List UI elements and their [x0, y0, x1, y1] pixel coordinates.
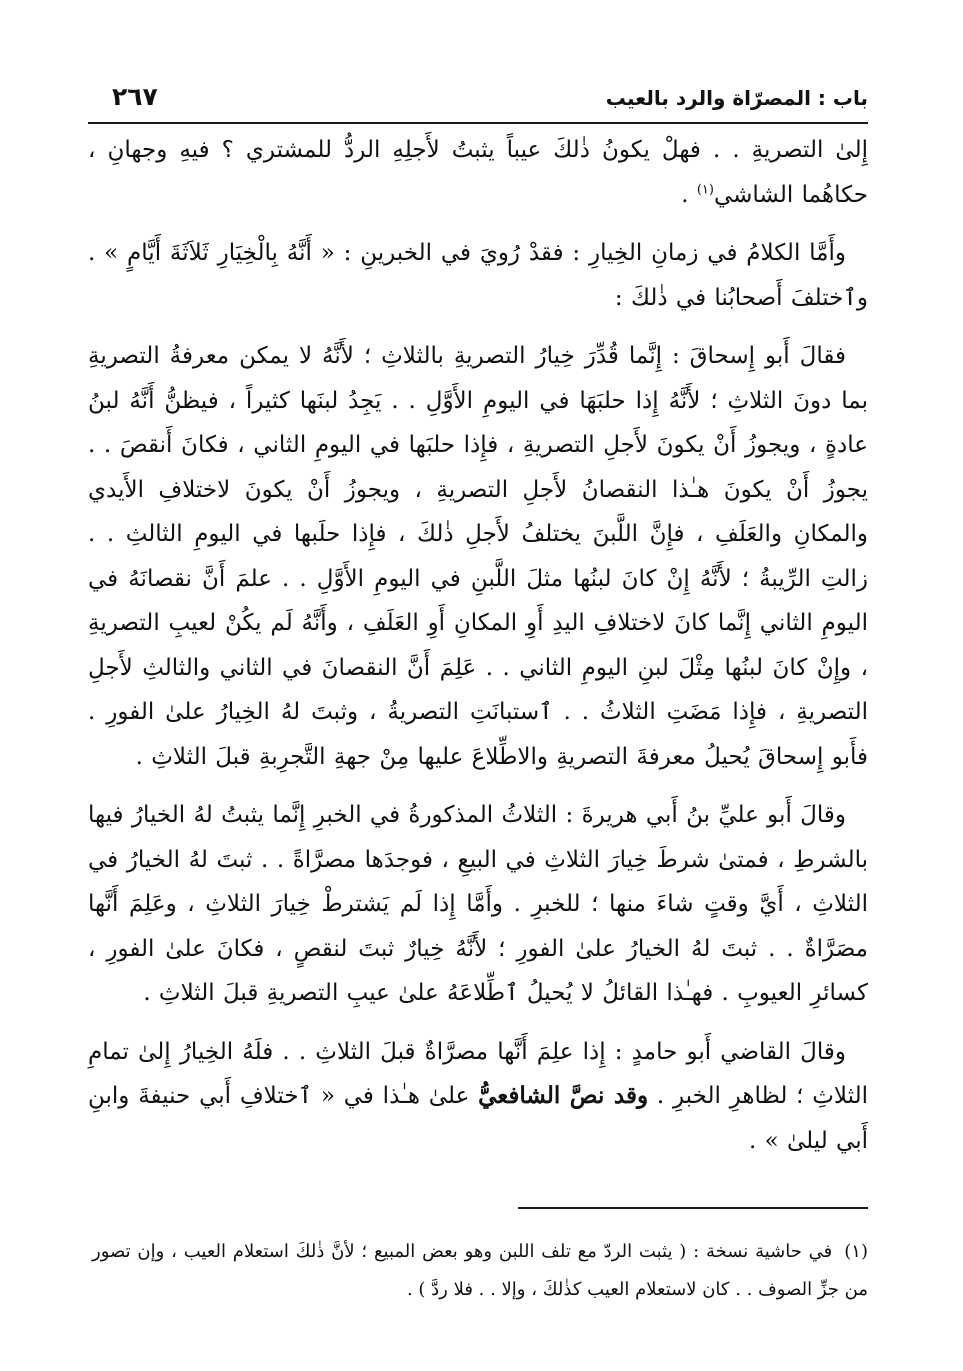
- paragraph-3-text: فقالَ أَبو إِسحاقَ : إِنَّما قُدِّرَ خِيارُ التصريةِ بالثلاثِ ؛ لأَنَّهُ لا يمكن معرفةُ التصريةِ بما دونَ الثلاثِ ؛ لأَنَّهُ إِذا حلبَهَا في اليومِ الأَوَّلِ . . يَجِدُ لبنَها كثيراً ، فيظنُّ أَنَّهُ لبنُ عادةٍ ، ويجوزُ أَنْ يكونَ لأَجلِ التصريةِ ، فإِذا حلبَها في اليومِ الثاني ، فكانَ أَنقصَ . . يجوزُ أَنْ يكونَ هـٰذا النقصانُ لأَجلِ التصريةِ ، ويجوزُ أَنْ يكونَ لاختلافِ الأَيدي والمكانِ والعَلَفِ ، فإِنَّ اللَّبنَ يختلفُ لأَجلِ ذٰلكَ ، فإِذا حلَبها في اليومِ الثالثِ . . زالتِ الرِّيبةُ ؛ لأَنَّهُ إِنْ كانَ لبنُها مثلَ اللَّبنِ في اليومِ الأَوَّلِ . . علمَ أَنَّ نقصانَهُ في اليومِ الثاني إِنَّما كانَ لاختلافِ اليدِ أَوِ المكانِ أَوِ العَلَفِ ، وأَنَّهُ لَم يكُنْ لعيبِ التصريةِ ، وإِنْ كانَ لبنُها مِثْلَ لبنِ اليومِ الثاني . . عَلِمَ أَنَّ النقصانَ في الثاني والثالثِ لأَجلِ التصريةِ ، فإِذا مَضَتِ الثلاثُ . . ٱستبانَتِ التصريةُ ، وثبتَ لهُ الخِيارُ علىٰ الفورِ . فأَبو إِسحاقَ يُحيلُ معرفةَ التصريةِ والاطِّلاعَ عليها مِنْ جهةِ التَّجرِبةِ قبلَ الثلاثِ .: [88, 343, 868, 770]
- footnote-reference: (١): [696, 181, 714, 197]
- paragraph-5-bold-phrase: وقد نصَّ الشافعيُّ: [478, 1082, 649, 1109]
- chapter-title: باب : المصرّاة والرد بالعيب: [605, 86, 868, 110]
- paragraph-1-end: .: [681, 181, 697, 208]
- paragraph-3: [88, 334, 868, 779]
- paragraph-2: [88, 231, 868, 320]
- paragraph-4: [88, 793, 868, 1016]
- footnote-number: (١): [844, 1241, 868, 1262]
- footnote: [92, 1233, 868, 1309]
- main-text: [88, 128, 868, 1177]
- paragraph-2-text: وأَمَّا الكلامُ في زمانِ الخِيارِ : فقدْ رُويَ في الخبرينِ : « أَنَّهُ بِالْخِيَارِ ثَلاَثَةَ أَيَّامٍ » . وٱختلفَ أَصحابُنا في ذٰلكَ :: [88, 240, 868, 311]
- footnote-separator: [518, 1207, 868, 1209]
- paragraph-5: [88, 1030, 868, 1164]
- running-header: [88, 82, 868, 124]
- paragraph-1-text: إِلىٰ التصريةِ . . فهلْ يكونُ ذٰلكَ عيباً يثبتُ لأَجلِهِ الردُّ للمشتري ؟ فيهِ وجهانِ ، حكاهُما الشاشي: [88, 137, 868, 208]
- paragraph-5-end: علىٰ هـٰذا في « ٱختلافِ أَبي حنيفةَ وابنِ أَبي ليلىٰ » .: [88, 1083, 868, 1154]
- paragraph-5-text: وقالَ القاضي أَبو حامدٍ : إِذا علِمَ أَنَّها مصرَّاةٌ قبلَ الثلاثِ . . فلَهُ الخِيارُ إِلىٰ تمامِ الثلاثِ ؛ لظاهرِ الخبرِ .: [88, 1038, 868, 1109]
- paragraph-4-text: وقالَ أَبو عليِّ بنُ أَبي هريرةَ : الثلاثُ المذكورةُ في الخبرِ إِنَّما يثبتُ لهُ الخيارُ فيها بالشرطِ ، فمتىٰ شرطَ خِيارَ الثلاثِ في البيعِ ، فوجدَها مصرَّاةً . . ثبتَ لهُ الخيارُ في الثلاثِ ، أَيَّ وقتٍ شاءَ منها ؛ للخبرِ . وأَمَّا إِذا لَم يَشترطْ خِيارَ الثلاثِ ، وعَلِمَ أَنَّها مصَرَّاةٌ . . ثبتَ لهُ الخيارُ علىٰ الفورِ ؛ لأَنَّهُ خِيارٌ ثبتَ لنقصٍ ، فكانَ علىٰ الفورِ ، كسائرِ العيوبِ . فهـٰذا القائلُ لا يُحيلُ ٱطِّلاعَهُ علىٰ عيبِ التصريةِ قبلَ الثلاثِ .: [88, 802, 868, 1006]
- paragraph-1: [88, 128, 868, 217]
- footnote-text: في حاشية نسخة : ( يثبت الردّ مع تلف اللبن وهو بعض المبيع ؛ لأنَّ ذٰلكَ استعلام العيب ، وإن تصور من جزِّ الصوف . . كان لاستعلام العيب كذٰلكَ ، وإلا . . فلا ردَّ ) .: [92, 1241, 868, 1300]
- page-number: ٢٦٧: [112, 82, 158, 111]
